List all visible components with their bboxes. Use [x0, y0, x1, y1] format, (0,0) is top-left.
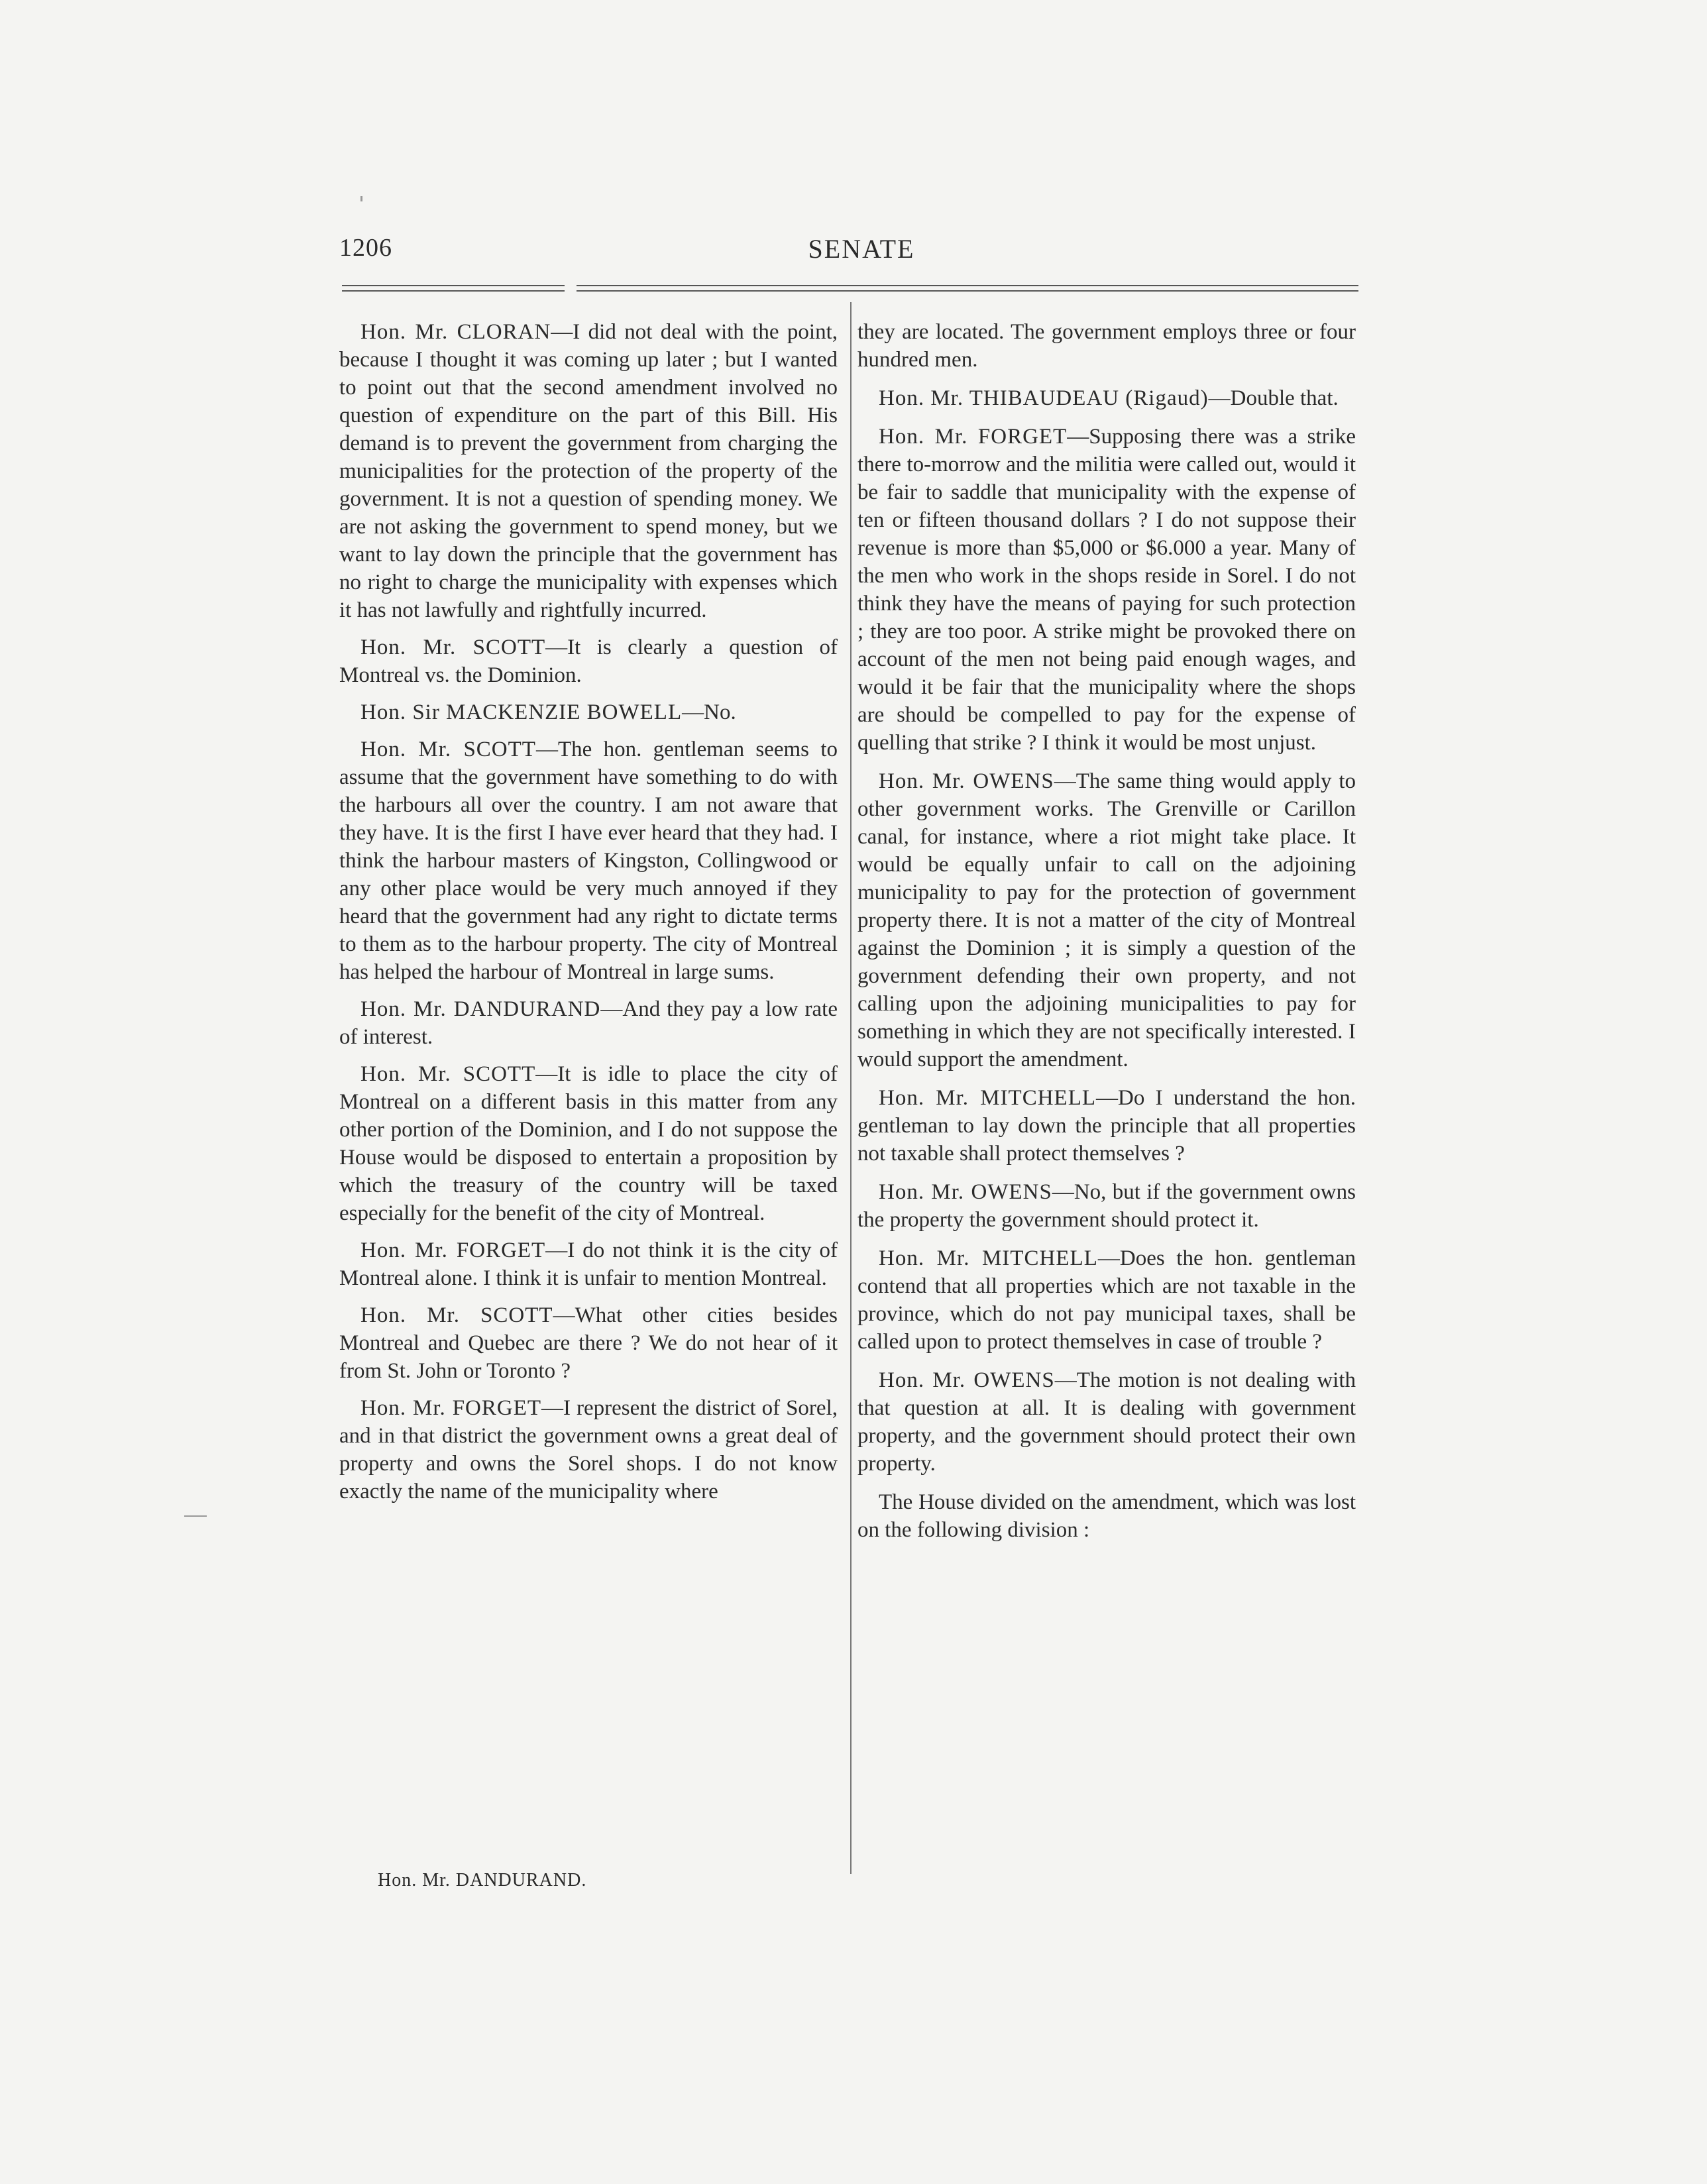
speaker-name: Hon. Mr. MITCHELL: [879, 1086, 1097, 1110]
speech-text: The House divided on the amendment, which was lost on the following division :: [857, 1490, 1356, 1542]
speaker-name: Hon. Mr. THIBAUDEAU (Rigaud): [879, 386, 1209, 410]
speaker-name: Hon. Mr. MITCHELL: [879, 1246, 1098, 1270]
speech-paragraph: [339, 318, 838, 624]
speaker-name: Hon. Mr. DANDURAND: [360, 997, 601, 1021]
speaker-name: Hon. Mr. FORGET: [360, 1396, 542, 1420]
speech-text: —And they pay a low rate of interest.: [339, 997, 838, 1049]
speech-text: —I did not deal with the point, because I thought it was coming up later ; but I wanted to point out that the second amendment involved no question of expenditure on the part of this Bill. His demand is to prevent the government from charging the municipalities for the protection of the property of the government. It is not a question of spending money. We are not asking the government to spend money, but we want to lay down the principle that the government has no right to charge the municipality with expenses which it has not lawfully and rightfully incurred.: [339, 320, 838, 622]
speaker-name: Hon. Mr. OWENS: [879, 769, 1054, 793]
speech-text: —No.: [682, 700, 736, 724]
left-column: [339, 318, 838, 1515]
speech-text: —No, but if the government owns the property the government should protect it.: [857, 1180, 1356, 1232]
speech-text: —Supposing there was a strike there to-morrow and the militia were called out, would it be fair to saddle that municipality with the expense of ten or fifteen thousand dollars ? I do not suppose their revenue is more than $5,000 or $6.000 a year. Many of the men who work in the shops reside in Sorel. I do not think they have the means of paying for such protection ; they are too poor. A strike might be provoked there on account of the men not being paid enough wages, and would it be fair that the municipality where the shops are should be compelled to pay for the expense of quelling that strike ? I think it would be most unjust.: [857, 425, 1356, 755]
speech-paragraph: [339, 1060, 838, 1227]
continued-paragraph: they are located. The government employs three or four hundred men.: [857, 320, 1356, 372]
speech-text: —Do I understand the hon. gentleman to lay down the principle that all properties not taxable shall protect themselves ?: [857, 1086, 1356, 1166]
speech-paragraph: [339, 1236, 838, 1292]
right-column: [857, 318, 1356, 1555]
speech-text: —The motion is not dealing with that question at all. It is dealing with government property, and the government should protect their own property.: [857, 1368, 1356, 1476]
speech-text: —The same thing would apply to other government works. The Grenville or Carillon canal, for instance, where a riot might take place. It would be equally unfair to call on the adjoining municipality to pay for the protection of government property there. It is not a matter of the city of Montreal against the Dominion ; it is simply a question of the government defending their own property, and not calling upon the adjoining municipalities to pay for something in which they are not specifically interested. I would support the amendment.: [857, 769, 1356, 1071]
speech-paragraph: [857, 423, 1356, 757]
speech-text: —I represent the district of Sorel, and in that district the government owns a great deal of property and owns the Sorel shops. I do not know exactly the name of the municipality where: [339, 1396, 838, 1503]
column-divider: [850, 302, 852, 1874]
footer-catchline: Hon. Mr. DANDURAND.: [378, 1870, 587, 1890]
speech-text: —Double that.: [1208, 386, 1339, 410]
speaker-name: Hon. Sir MACKENZIE BOWELL: [360, 700, 683, 724]
speech-paragraph: [857, 767, 1356, 1073]
speech-paragraph: [339, 698, 838, 726]
speech-paragraph: [339, 736, 838, 986]
speech-paragraph: [339, 633, 838, 689]
speech-paragraph: [857, 1084, 1356, 1168]
scan-mark-left: [184, 1515, 207, 1517]
header-rule-left: [342, 285, 565, 294]
speech-text: —It is clearly a question of Montreal vs. the Dominion.: [339, 635, 838, 687]
speech-paragraph: [857, 1178, 1356, 1234]
speaker-name: Hon. Mr. SCOTT: [360, 1062, 536, 1086]
speaker-name: Hon. Mr. CLORAN: [360, 320, 551, 344]
speech-text: —Does the hon. gentleman contend that all properties which are not taxable in the province, which do not pay municipal taxes, shall be called upon to protect themselves in case of trouble ?: [857, 1246, 1356, 1354]
speaker-name: Hon. Mr. FORGET: [879, 425, 1068, 449]
speech-text: —The hon. gentleman seems to assume that the government have something to do with the harbours all over the country. I am not aware that they have. It is the first I have ever heard that they had. I think the harbour masters of Kingston, Collingwood or any other place would be very much annoyed if they heard that the government had any right to dictate terms to them as to the harbour property. The city of Montreal has helped the harbour of Montreal in large sums.: [339, 737, 838, 984]
running-head: SENATE: [808, 234, 915, 264]
speaker-name: Hon. Mr. SCOTT: [360, 635, 546, 659]
speech-paragraph: [339, 1301, 838, 1385]
speech-text: —I do not think it is the city of Montreal alone. I think it is unfair to mention Montreal.: [339, 1238, 838, 1290]
speech-paragraph: [339, 1394, 838, 1505]
speaker-name: Hon. Mr. OWENS: [879, 1368, 1055, 1392]
division-paragraph: [857, 1488, 1356, 1544]
scan-mark-top: [360, 196, 362, 201]
speaker-name: Hon. Mr. SCOTT: [360, 1303, 553, 1327]
speaker-name: Hon. Mr. OWENS: [879, 1180, 1052, 1204]
speaker-name: Hon. Mr. FORGET: [360, 1238, 546, 1262]
speech-text: —What other cities besides Montreal and Quebec are there ? We do not hear of it from St. John or Toronto ?: [339, 1303, 838, 1383]
speech-paragraph: [339, 995, 838, 1051]
header-rule-right: [577, 285, 1358, 294]
speech-paragraph: [857, 384, 1356, 412]
page-number: 1206: [339, 234, 392, 262]
speech-paragraph: [857, 1366, 1356, 1478]
speech-text: —It is idle to place the city of Montreal on a different basis in this matter from any other portion of the Dominion, and I do not suppose the House would be disposed to entertain a proposition by which the treasury of the country will be taxed especially for the benefit of the city of Montreal.: [339, 1062, 838, 1225]
speech-paragraph: [857, 1244, 1356, 1356]
speaker-name: Hon. Mr. SCOTT: [360, 737, 536, 761]
